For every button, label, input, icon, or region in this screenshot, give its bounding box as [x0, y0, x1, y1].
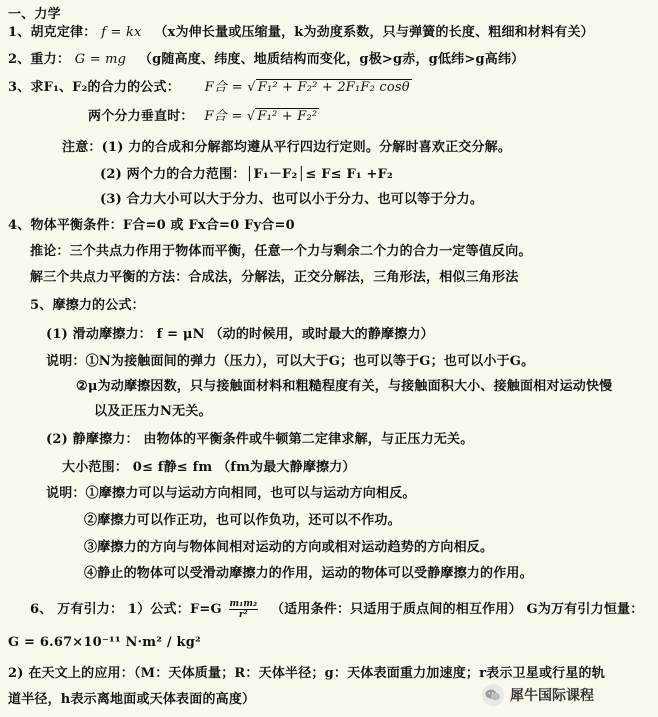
perpendicular-formula: = √ F₁² + F₂²	[231, 109, 318, 124]
hooke-law-note: （x为伸长量或压缩量，k为劲度系数，只与弹簧的长度、粗细和材料有关）	[154, 25, 594, 40]
gravity-formula: G = mg	[74, 52, 127, 67]
hooke-law-line	[8, 21, 594, 40]
corollary-line: 推论：三个共点力作用于物体而平衡，任意一个力与剩余二个力的合力一定等值反向。	[30, 244, 532, 259]
equilibrium-line: 4、物体平衡条件：F合=0 或 Fx合=0 Fy合=0	[8, 218, 295, 233]
methods-line: 解三个共点力平衡的方法：合成法，分解法，正交分解法，三角形法，相似三角形法	[30, 270, 519, 285]
resultant-force-formula: = √ F₁² + F₂² + 2F₁F₂ cosθ	[231, 80, 410, 95]
perpendicular-symbol: F合	[204, 109, 227, 124]
gravity-line	[8, 48, 524, 67]
hooke-law-formula: f = kx	[101, 25, 142, 40]
note-2: (2) 两个力的合力范围：│F₁－F₂│≤ F≤ F₁ +F₂	[100, 167, 393, 182]
perpendicular-line	[88, 105, 319, 124]
note-1: 注意：(1) 力的合成和分解都均遵从平行四边行定则。分解时喜欢正交分解。	[62, 140, 512, 155]
watermark	[482, 683, 650, 707]
perpendicular-radicand: F₁² + F₂²	[257, 109, 318, 124]
resultant-force-symbol: F合	[204, 80, 228, 95]
resultant-force-radicand: F₁² + F₂² + 2F₁F₂ cosθ	[257, 80, 410, 95]
note-3: (3) 合力大小可以大于分力、也可以小于分力、也可以等于分力。	[100, 192, 484, 207]
perpendicular-label: 两个分力垂直时：	[88, 109, 194, 124]
friction-remark-2: ②摩擦力可以作正功，也可以作负功，还可以不作功。	[84, 513, 401, 528]
resultant-force-line	[8, 76, 412, 95]
gravitation-fraction	[229, 599, 259, 620]
friction-remark-1: 说明：①摩擦力可以与运动方向相同，也可以与运动方向相反。	[46, 486, 416, 501]
friction-note-1: 说明：①N为接触面间的弹力（压力），可以大于G；也可以等于G；也可以小于G。	[46, 354, 535, 369]
gravity-note: （g随高度、纬度、地质结构而变化，g极>g赤，g低纬>g高纬）	[138, 52, 525, 67]
gravitation-denominator: r²	[238, 610, 248, 620]
gravitation-line	[30, 598, 643, 620]
friction-remark-4: ④静止的物体可以受滑动摩擦力的作用，运动的物体可以受静摩擦力的作用。	[84, 566, 533, 581]
static-range-line: 大小范围： 0≤ f静≤ fm （fm为最大静摩擦力）	[62, 460, 356, 475]
wechat-icon	[482, 684, 504, 706]
section-heading: 一、力学	[8, 7, 61, 22]
gravitational-constant: G = 6.67×10⁻¹¹ N·m² / kg²	[8, 635, 201, 650]
gravitation-numerator: m₁m₂	[229, 599, 258, 609]
gravitation-label: 6、 万有引力： 1）公式：F=G	[30, 602, 222, 617]
gravitation-note: （适用条件：只适用于质点间的相互作用） G为万有引力恒量：	[270, 602, 644, 617]
kinetic-friction-line: (1) 滑动摩擦力： f = μN （动的时候用，或时最大的静摩擦力）	[46, 327, 434, 342]
friction-remark-3: ③摩擦力的方向与物体间相对运动的方向或相对运动趋势的方向相反。	[84, 540, 494, 555]
watermark-text: 犀牛国际课程	[510, 687, 594, 703]
astronomy-line-cont: 道半径，h表示离地面或天体表面的高度）	[8, 692, 256, 707]
friction-note-2: ②μ为动摩擦因数，只与接触面材料和粗糙程度有关，与接触面积大小、接触面相对运动快慢	[76, 379, 613, 394]
friction-heading: 5、摩擦力的公式：	[30, 298, 145, 313]
gravity-label: 2、重力：	[8, 52, 71, 67]
astronomy-line: 2) 在天文上的应用：（M：天体质量；R：天体半径；g：天体表面重力加速度；r表示卫星或行星的轨	[8, 666, 605, 681]
friction-note-2-cont: 以及正压力N无关。	[94, 404, 212, 419]
hooke-law-label: 1、胡克定律：	[8, 25, 97, 40]
resultant-force-label: 3、求F₁、F₂的合力的公式：	[8, 80, 180, 95]
static-friction-line: (2) 静摩擦力： 由物体的平衡条件或牛顿第二定律求解，与正压力无关。	[46, 432, 474, 447]
